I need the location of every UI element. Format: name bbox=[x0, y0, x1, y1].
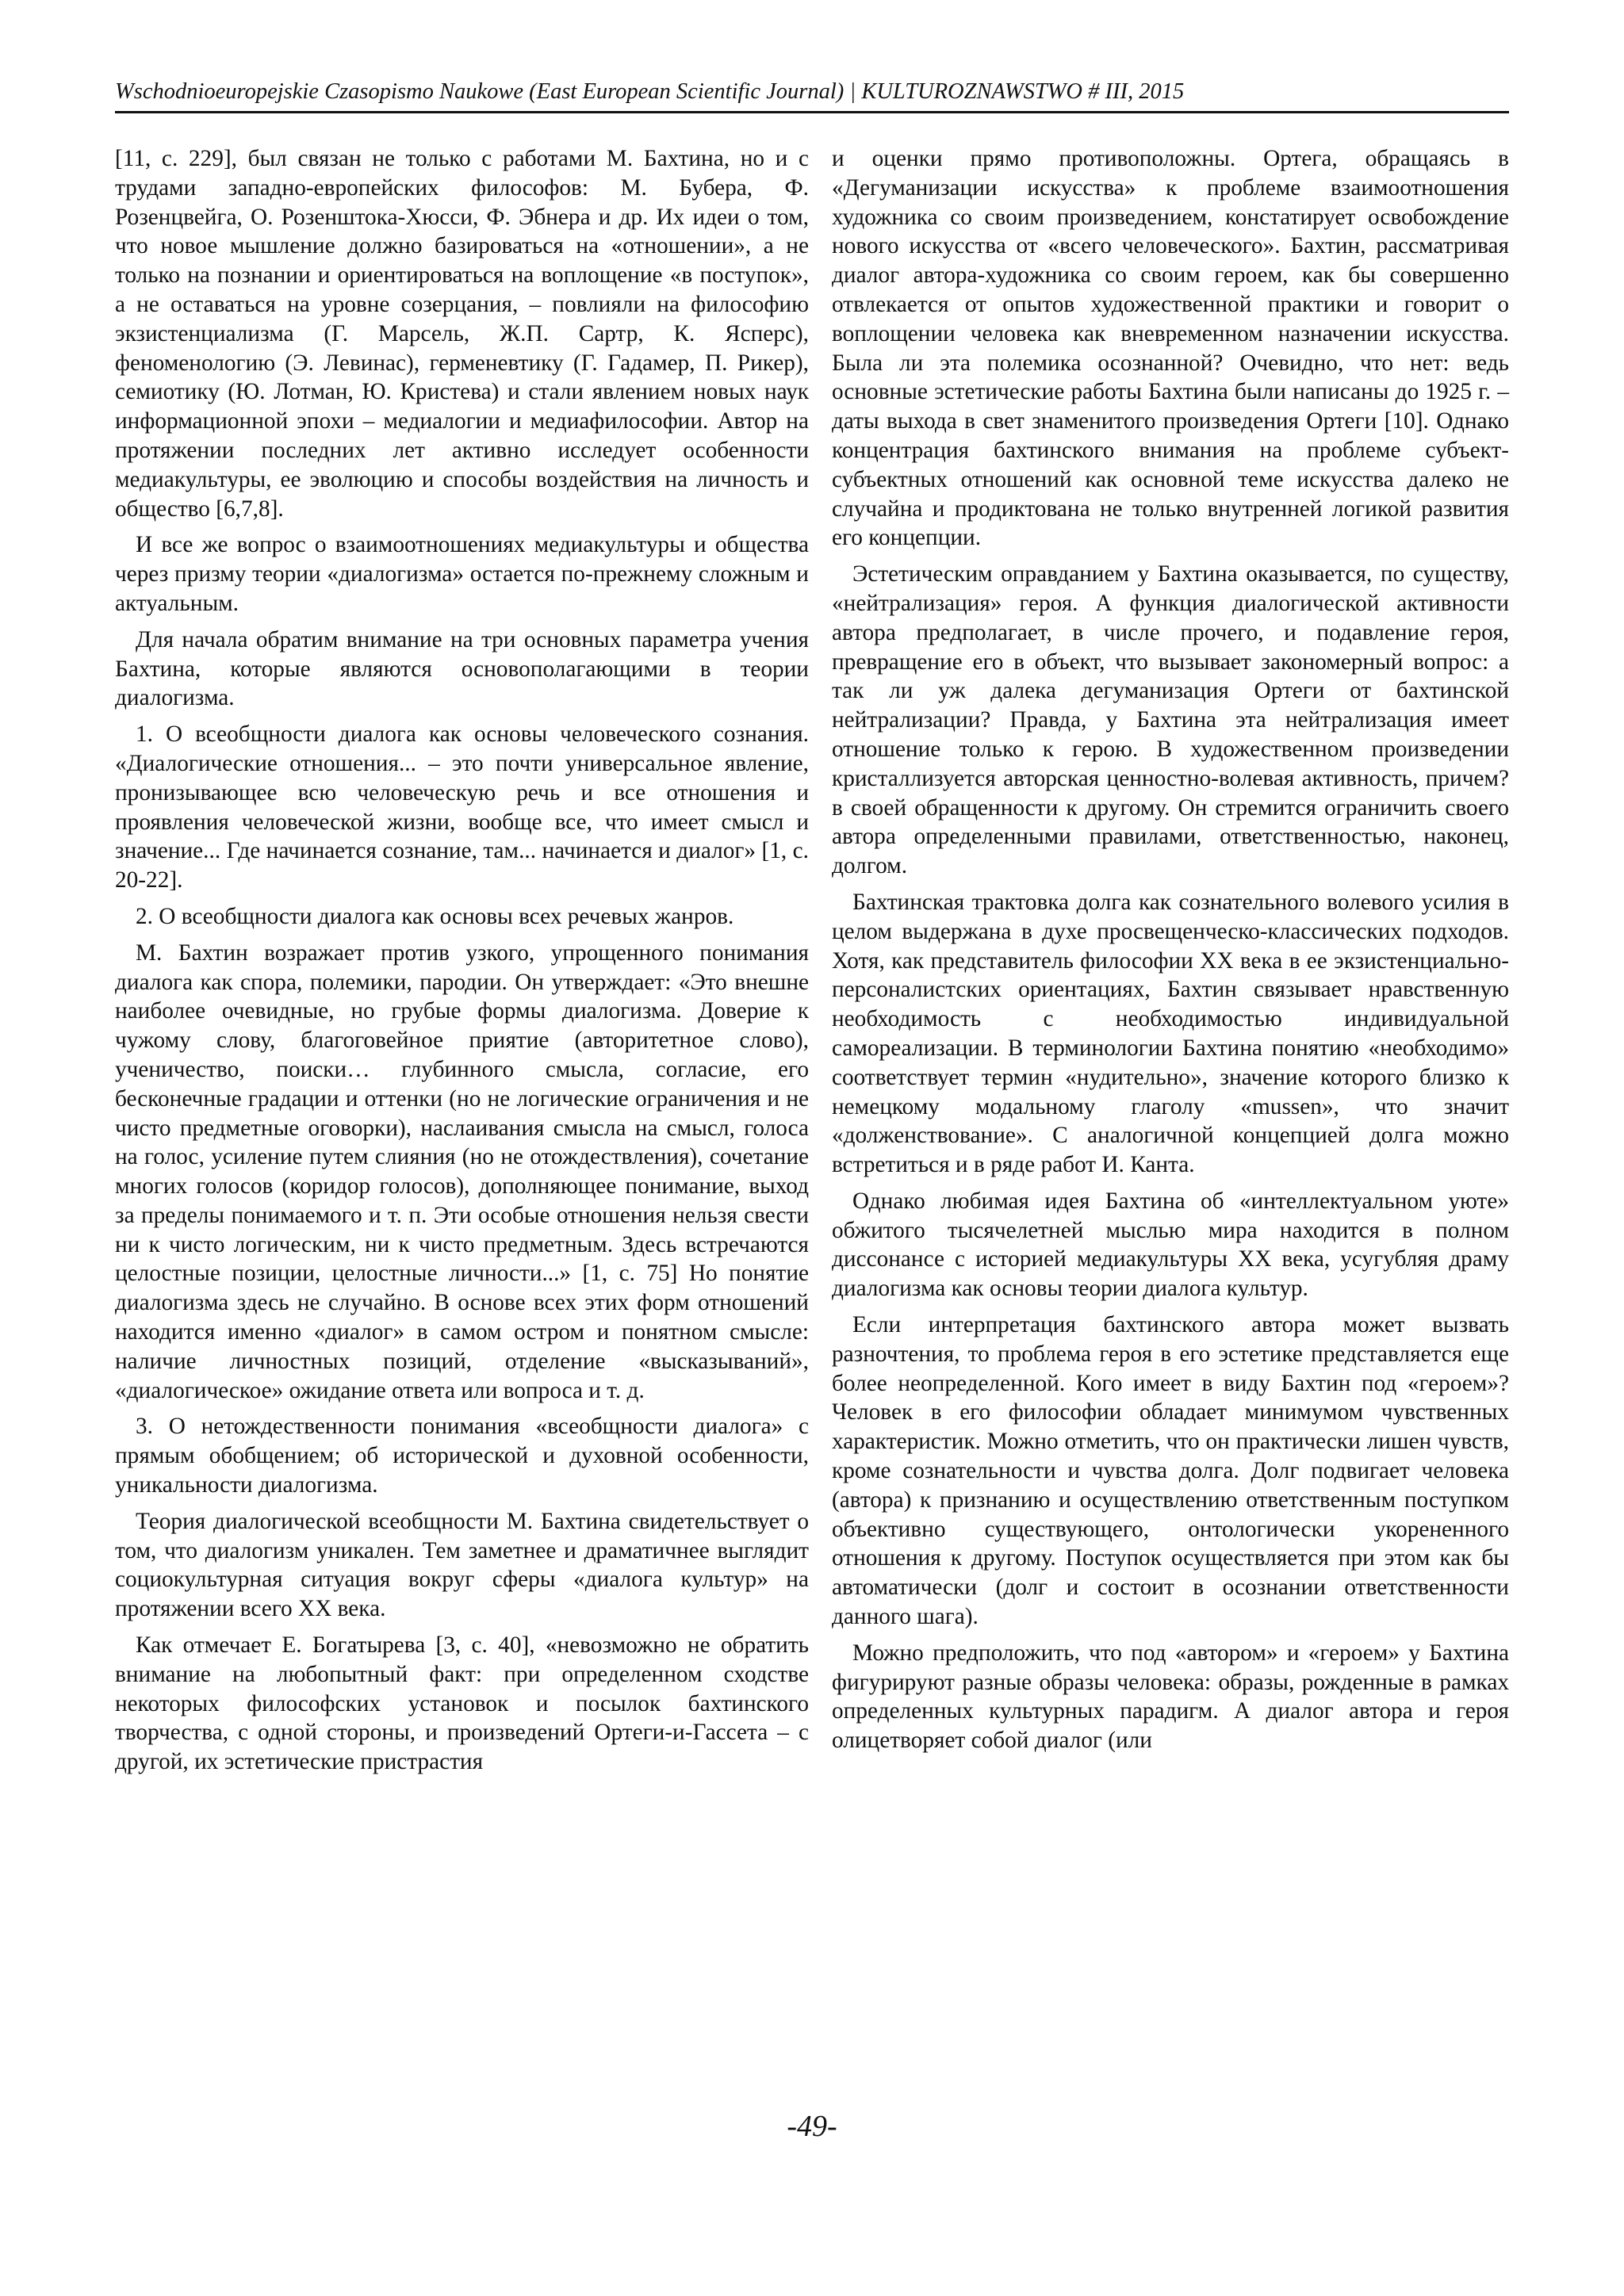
paragraph: [11, с. 229], был связан не только с работами М. Бахтина, но и с трудами западно-европейских философов: М. Бубера, Ф. Розенцвейга, О. Розенштока-Хюсси, Ф. Эбнера и др. Их идеи о том, что новое мышление должно базироваться на «отношении», а не только на познании и ориентироваться на воплощение «в поступок», а не оставаться на уровне созерцания, – повлияли на философию экзистенциализма (Г. Марсель, Ж.П. Сартр, К. Ясперс), феноменологию (Э. Левинас), герменевтику (Г. Гадамер, П. Рикер), семиотику (Ю. Лотман, Ю. Кристева) и стали явлением новых наук информационной эпохи – медиалогии и медиафилософии. Автор на протяжении последних лет активно исследует особенности медиакультуры, ее эволюцию и способы воздействия на личность и общество [6,7,8]. bbox=[115, 146, 809, 522]
paragraph: Для начала обратим внимание на три основных параметра учения Бахтина, которые являются основополагающими в теории диалогизма. bbox=[115, 626, 809, 711]
running-header: Wschodnioeuropejskie Czasopismo Naukowe (East European Scientific Journal) | KULTUROZNAWSTWO # III, 2015 bbox=[115, 79, 1185, 104]
paragraph: Эстетическим оправданием у Бахтина оказывается, по существу, «нейтрализация» героя. А функция диалогической активности автора предполагает, в числе прочего, и подавление героя, превращение его в объект, что вызывает закономерный вопрос: а так ли уж далека дегуманизация Ортеги от бахтинской нейтрализации? Правда, у Бахтина эта нейтрализация имеет отношение только к герою. В художественном произведении кристаллизуется авторская ценностно-волевая активность, причем? в своей обращенности к другому. Он стремится ограничить своего автора определенными правилами, ответственностью, наконец, долгом. bbox=[832, 561, 1509, 879]
paragraph: М. Бахтин возражает против узкого, упрощенного понимания диалога как спора, полемики, пародии. Он утверждает: «Это внешне наиболее очевидные, но грубые формы диалогизма. Доверие к чужому слову, благоговейное приятие (авторитетное слово), ученичество, поиски… глубинного смысла, согласие, его бесконечные градации и оттенки (но не логические ограничения и не чисто предметные оговорки), наслаивания смысла на смысл, голоса на голос, усиление путем слияния (но не отождествления), сочетание многих голосов (коридор голосов), дополняющее понимание, выход за пределы понимаемого и т. п. Эти особые отношения нельзя свести ни к чисто логическим, ни к чисто предметным. Здесь встречаются целостные позиции, целостные личности...» [1, с. 75] Но понятие диалогизма здесь не случайно. В основе всех этих форм отношений находится именно «диалог» в самом остром и понятном смысле: наличие личностных позиций, отделение «высказываний», «диалогическое» ожидание ответа или вопроса и т. д. bbox=[115, 939, 809, 1403]
paragraph: И все же вопрос о взаимоотношениях медиакультуры и общества через призму теории «диалогизма» остается по-прежнему сложным и актуальным. bbox=[115, 532, 809, 616]
paragraph: 3. О нетождественности понимания «всеобщности диалога» с прямым обобщением; об исторической и духовной особенности, уникальности диалогизма. bbox=[115, 1414, 809, 1498]
right-column bbox=[832, 144, 1509, 1762]
paragraph: Однако любимая идея Бахтина об «интеллектуальном уюте» обжитого тысячелетней мыслью мира находится в полном диссонансе с историей медиакультуры XX века, усугубляя драму диалогизма как основы теории диалога культур. bbox=[832, 1188, 1509, 1302]
paragraph: Как отмечает Е. Богатырева [3, с. 40], «невозможно не обратить внимание на любопытный факт: при определенном сходстве некоторых философских установок и посылок бахтинского творчества, с одной стороны, и произведений Ортеги-и-Гассета – с другой, их эстетические пристрастия bbox=[115, 1632, 809, 1775]
paragraph: Можно предположить, что под «автором» и «героем» у Бахтина фигурируют разные образы человека: образы, рожденные в рамках определенных культурных парадигм. А диалог автора и героя олицетворяет собой диалог (или bbox=[832, 1640, 1509, 1754]
header-divider bbox=[115, 111, 1509, 113]
page-number: -49- bbox=[787, 2110, 837, 2143]
left-column bbox=[115, 144, 809, 1784]
paragraph: Бахтинская трактовка долга как сознательного волевого усилия в целом выдержана в духе просвещенческо-классических подходов. Хотя, как представитель философии XX века в ее экзистенциально-персоналистских ориентациях, Бахтин связывает нравственную необходимость с необходимостью индивидуальной самореализации. В терминологии Бахтина понятию «необходимо» соответствует термин «нудительно», значение которого близко к немецкому модальному глаголу «mussen», что значит «долженствование». С аналогичной концепцией долга можно встретиться и в ряде работ И. Канта. bbox=[832, 889, 1509, 1178]
paragraph: 1. О всеобщности диалога как основы человеческого сознания. «Диалогические отношения... – это почти универсальное явление, пронизывающее всю человеческую речь и все отношения и проявления человеческой жизни, вообще все, что имеет смысл и значение... Где начинается сознание, там... начинается и диалог» [1, с. 20-22]. bbox=[115, 721, 809, 894]
paragraph: Теория диалогической всеобщности М. Бахтина свидетельствует о том, что диалогизм уникален. Тем заметнее и драматичнее выглядит социокультурная ситуация вокруг сферы «диалога культур» на протяжении всего XX века. bbox=[115, 1508, 809, 1622]
paragraph: 2. О всеобщности диалога как основы всех речевых жанров. bbox=[136, 903, 734, 929]
paragraph: и оценки прямо противоположны. Ортега, обращаясь в «Дегуманизации искусства» к проблеме взаимоотношения художника со своим произведением, констатирует освобождение нового искусства от «всего человеческого». Бахтин, рассматривая диалог автора-художника со своим героем, как бы совершенно отвлекается от опытов художественной практики и говорит о воплощении человека как вневременном назначении искусства. Была ли эта полемика осознанной? Очевидно, что нет: ведь основные эстетические работы Бахтина были написаны до 1925 г. – даты выхода в свет знаменитого произведения Ортеги [10]. Однако концентрация бахтинского внимания на проблеме субъект-субъектных отношений как основной теме искусства далеко не случайна и продиктована не только внутренней логикой развития его концепции. bbox=[832, 146, 1509, 551]
paragraph: Если интерпретация бахтинского автора может вызвать разночтения, то проблема героя в его эстетике представляется еще более неопределенной. Кого имеет в виду Бахтин под «героем»? Человек в его философии обладает минимумом чувственных характеристик. Можно отметить, что он практически лишен чувств, кроме сознательности и чувства долга. Долг подвигает человека (автора) к признанию и осуществлению ответственным поступком объективно существующего, онтологически укорененного отношения к другому. Поступок осуществляется при этом как бы автоматически (долг и состоит в осознании ответственности данного шага). bbox=[832, 1312, 1509, 1630]
